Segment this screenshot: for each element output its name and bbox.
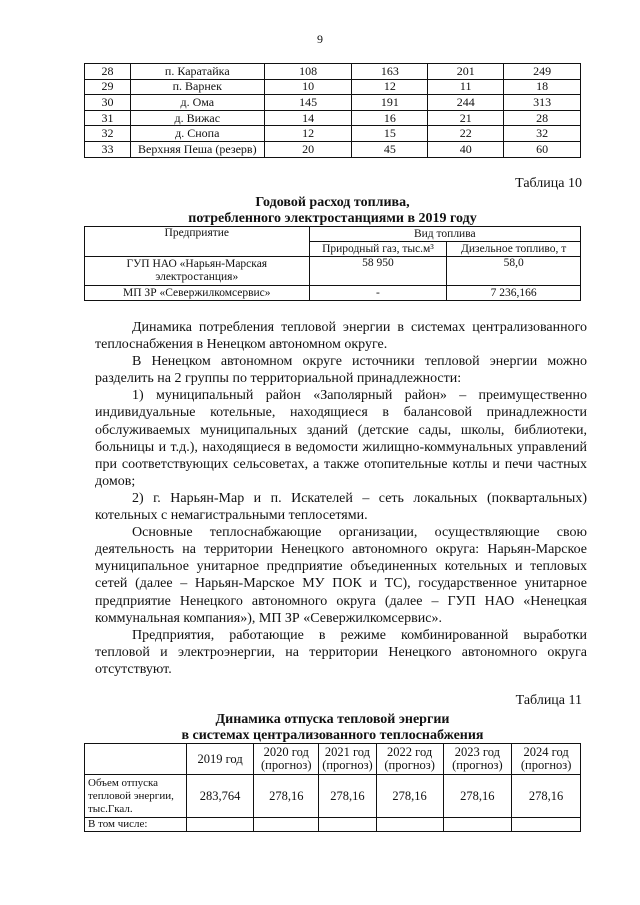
paragraph: В Ненецком автономном округе источники тепловой энергии можно разделить на 2 группы по территориальной принадлежности:	[95, 354, 587, 387]
page-number: 9	[317, 32, 323, 46]
table-cell: ГУП НАО «Нарьян-Марская электростанция»	[85, 257, 310, 286]
table-row	[85, 64, 581, 80]
table-cell	[254, 818, 319, 832]
table-cell: 145	[264, 95, 352, 111]
table-cell: 244	[428, 95, 504, 111]
table-cell: п. Варнек	[130, 79, 264, 95]
table-cell: 60	[504, 141, 581, 157]
heat-supply-table	[84, 743, 581, 832]
table-cell	[186, 818, 254, 832]
table-cell: 12	[352, 79, 428, 95]
header-enterprise: Предприятие	[85, 227, 310, 257]
table-cell	[512, 818, 581, 832]
table-cell	[443, 818, 512, 832]
header-diesel: Дизельное топливо, т	[447, 242, 581, 257]
table-cell: 10	[264, 79, 352, 95]
table-cell: 16	[352, 110, 428, 126]
table-row	[85, 110, 581, 126]
year-note: (прогноз)	[261, 758, 312, 772]
table-cell: 12	[264, 126, 352, 142]
table-cell: 14	[264, 110, 352, 126]
table-row	[85, 257, 581, 286]
table-cell: 313	[504, 95, 581, 111]
table-cell: 18	[504, 79, 581, 95]
sub-label: В том числе:	[85, 818, 187, 832]
table-cell: -	[309, 286, 447, 301]
header-gas: Природный газ, тыс.м³	[309, 242, 447, 257]
paragraph: Предприятия, работающие в режиме комбинированной выработки тепловой и электроэнергии, на территории Ненецкого автономного округа отсутствуют.	[95, 627, 587, 677]
settlements-table	[84, 63, 581, 158]
table10-title-line2: потребленного электростанциями в 2019 году	[188, 211, 477, 226]
year-label: 2023 год	[454, 745, 500, 759]
year-note: (прогноз)	[520, 758, 572, 772]
header-empty	[85, 744, 187, 775]
table-cell: 108	[264, 64, 352, 80]
table-cell: МП ЗР «Севержилкомсервис»	[85, 286, 310, 301]
table-cell: д. Вижас	[130, 110, 264, 126]
table-cell: 32	[504, 126, 581, 142]
paragraph: 1) муниципальный район «Заполярный район» – преимущественно индивидуальные котельные, находящиеся в балансовой принадлежности обслуживаемых муниципальных зданий (детские сады, школы, библиотеки, больницы и т.д.), находящиеся в ведомости жилищно-коммунальных управлений при соответствующих сельсоветах, а также отопительные котлы и печи частных домов;	[95, 388, 587, 489]
fuel-consumption-table	[84, 226, 581, 301]
row-label: Объем отпуска тепловой энергии, тыс.Гкал.	[85, 775, 187, 818]
header-year	[512, 744, 581, 775]
table-row	[85, 818, 581, 832]
header-year	[186, 744, 254, 775]
table10-title-line1: Годовой расход топлива,	[255, 195, 410, 210]
table-cell: 30	[85, 95, 131, 111]
year-label: 2019 год	[197, 751, 243, 766]
table-cell: 278,16	[254, 775, 319, 818]
table-cell: 40	[428, 141, 504, 157]
year-label: 2020 год	[263, 745, 309, 759]
paragraph: 2) г. Нарьян-Мар и п. Искателей – сеть локальных (поквартальных) котельных с немагистральными теплосетями.	[95, 490, 587, 524]
table-cell: 7 236,166	[447, 286, 581, 301]
table11-caption: Таблица 11	[515, 693, 582, 708]
table-cell: 29	[85, 79, 131, 95]
header-year	[319, 744, 377, 775]
table-header-row	[85, 227, 581, 242]
table-cell: 278,16	[512, 775, 581, 818]
table-cell: 28	[504, 110, 581, 126]
header-year	[376, 744, 443, 775]
table-cell: 20	[264, 141, 352, 157]
table10-caption: Таблица 10	[515, 176, 582, 191]
table-cell: 33	[85, 141, 131, 157]
table-cell	[376, 818, 443, 832]
table-cell: 283,764	[186, 775, 254, 818]
table-cell: 58,0	[447, 257, 581, 286]
table-cell: 28	[85, 64, 131, 80]
table-cell: д. Ома	[130, 95, 264, 111]
table-cell: п. Каратайка	[130, 64, 264, 80]
body-text	[95, 319, 587, 678]
table-cell: 201	[428, 64, 504, 80]
table11-title-line1: Динамика отпуска тепловой энергии	[215, 712, 450, 727]
table-cell: 21	[428, 110, 504, 126]
table-cell: 278,16	[319, 775, 377, 818]
paragraph: Динамика потребления тепловой энергии в системах централизованного теплоснабжения в Ненецком автономном округе.	[95, 320, 587, 353]
table-cell: 32	[85, 126, 131, 142]
table-cell: 249	[504, 64, 581, 80]
table-cell: 22	[428, 126, 504, 142]
year-label: 2021 год	[324, 745, 371, 759]
table-cell: 45	[352, 141, 428, 157]
header-year	[443, 744, 512, 775]
year-label: 2022 год	[387, 745, 433, 759]
table-row	[85, 79, 581, 95]
table-cell: 58 950	[309, 257, 447, 286]
year-label: 2024 год	[523, 745, 569, 759]
table-header-row	[85, 744, 581, 775]
table-cell: 191	[352, 95, 428, 111]
table-cell: 278,16	[443, 775, 512, 818]
header-fuel-type: Вид топлива	[309, 227, 580, 242]
year-note: (прогноз)	[322, 758, 373, 772]
table-cell: 278,16	[376, 775, 443, 818]
table11-title-line2: в системах централизованного теплоснабжения	[181, 728, 484, 743]
table-cell: 15	[352, 126, 428, 142]
table-cell: д. Снопа	[130, 126, 264, 142]
table-row	[85, 95, 581, 111]
table-row	[85, 775, 581, 818]
table-row	[85, 126, 581, 142]
table-row	[85, 141, 581, 157]
table-cell: 163	[352, 64, 428, 80]
table-cell: 11	[428, 79, 504, 95]
table-cell: Верхняя Пеша (резерв)	[130, 141, 264, 157]
paragraph: Основные теплоснабжающие организации, осуществляющие свою деятельность на территории Ненецкого автономного округа: Нарьян-Марское муниципальное унитарное предприятие объединенных котельных и тепловых сетей (далее – Нарьян-Марское МУ ПОК и ТС), государственное унитарное предприятие Ненецкого автономного округа (далее – ГУП НАО «Ненецкая коммунальная компания»), МП ЗР «Севержилкомсервис».	[95, 525, 587, 626]
year-note: (прогноз)	[452, 758, 503, 772]
table-row	[85, 286, 581, 301]
year-note: (прогноз)	[384, 758, 435, 772]
header-year	[254, 744, 319, 775]
table-cell: 31	[85, 110, 131, 126]
table-cell	[319, 818, 377, 832]
